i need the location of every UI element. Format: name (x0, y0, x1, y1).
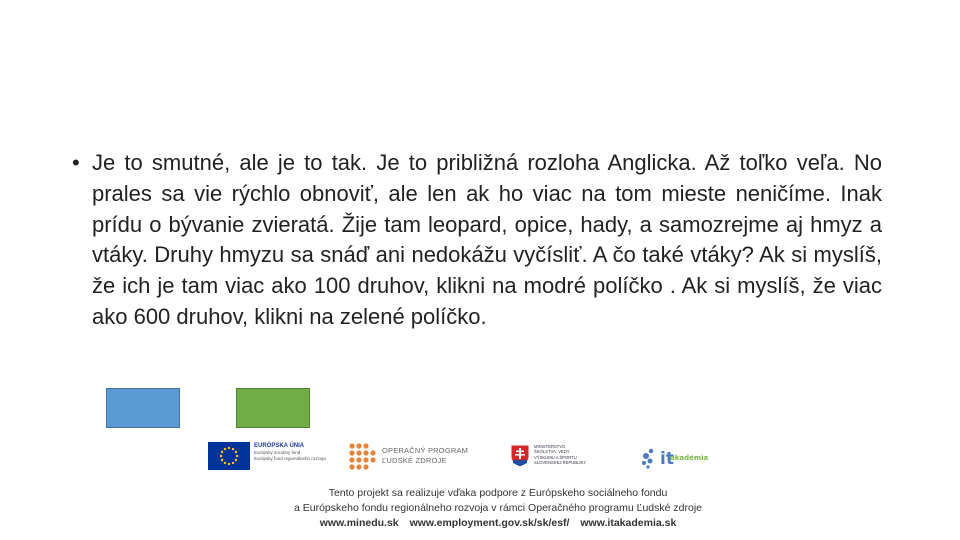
footer (0, 486, 960, 531)
footer-link-itakademia[interactable]: www.itakademia.sk (580, 517, 677, 529)
eu-logo-line-2: Európsky fond regionálneho rozvoja (254, 456, 326, 461)
logo-strip (0, 436, 960, 480)
op-logo-line-1: OPERAČNÝ PROGRAM (382, 446, 469, 455)
op-logo-line-2: ĽUDSKÉ ZDROJE (382, 456, 447, 465)
bullet-glyph: • (72, 150, 80, 175)
itakademia-word: it (660, 449, 674, 469)
footer-line-1: Tento projekt sa realizuje vďaka podpore z Európskeho sociálneho fondu (328, 487, 668, 499)
footer-link-minedu[interactable]: www.minedu.sk (319, 517, 399, 529)
itakademia-sub: akadémia (670, 454, 709, 462)
slide-body (72, 148, 882, 333)
slovak-coat-of-arms-icon (510, 444, 530, 468)
ministry-line-2: ŠKOLSTVA, VEDY, (534, 449, 571, 455)
ministry-logo (508, 440, 608, 474)
eu-flag-icon (208, 442, 250, 470)
ministry-line-4: SLOVENSKEJ REPUBLIKY (534, 460, 587, 466)
op-dots-icon (348, 442, 376, 470)
ministry-line-3: VÝSKUMU A ŠPORTU (534, 454, 577, 460)
bullet-paragraph: Je to smutné, ale je to tak. Je to približná rozloha Anglicka. Až toľko veľa. No prales sa vie rýchlo obnoviť, ale len ak ho viac na tom mieste neničíme. Inak prídu o bývanie zvieratá. Žije tam leopard, opice, hady, a samozrejme aj hmyz a vtáky. Druhy hmyzu sa snáď ani nedokážu vyčísliť. A čo také vtáky? Ak si myslíš, že ich je tam viac ako 100 druhov, klikni na modré políčko . Ak si myslíš, že viac ako 600 druhov, klikni na zelené políčko. (92, 150, 882, 329)
footer-links (0, 516, 960, 531)
blue-answer-box[interactable] (106, 388, 180, 428)
itakademia-logo (640, 446, 720, 472)
eu-logo-title: EURÓPSKA ÚNIA (254, 443, 305, 449)
green-answer-box[interactable] (236, 388, 310, 428)
bullet-item (72, 148, 882, 333)
eu-logo (208, 440, 328, 472)
ministry-line-1: MINISTERSTVO (534, 444, 566, 449)
footer-line-2: a Európskeho fondu regionálneho rozvoja v rámci Operačného programu Ľudské zdroje (294, 502, 702, 514)
eu-logo-line-1: Európsky sociálny fond (254, 450, 301, 455)
op-logo (348, 442, 468, 472)
footer-link-employment[interactable]: www.employment.gov.sk/sk/esf/ (409, 517, 570, 529)
